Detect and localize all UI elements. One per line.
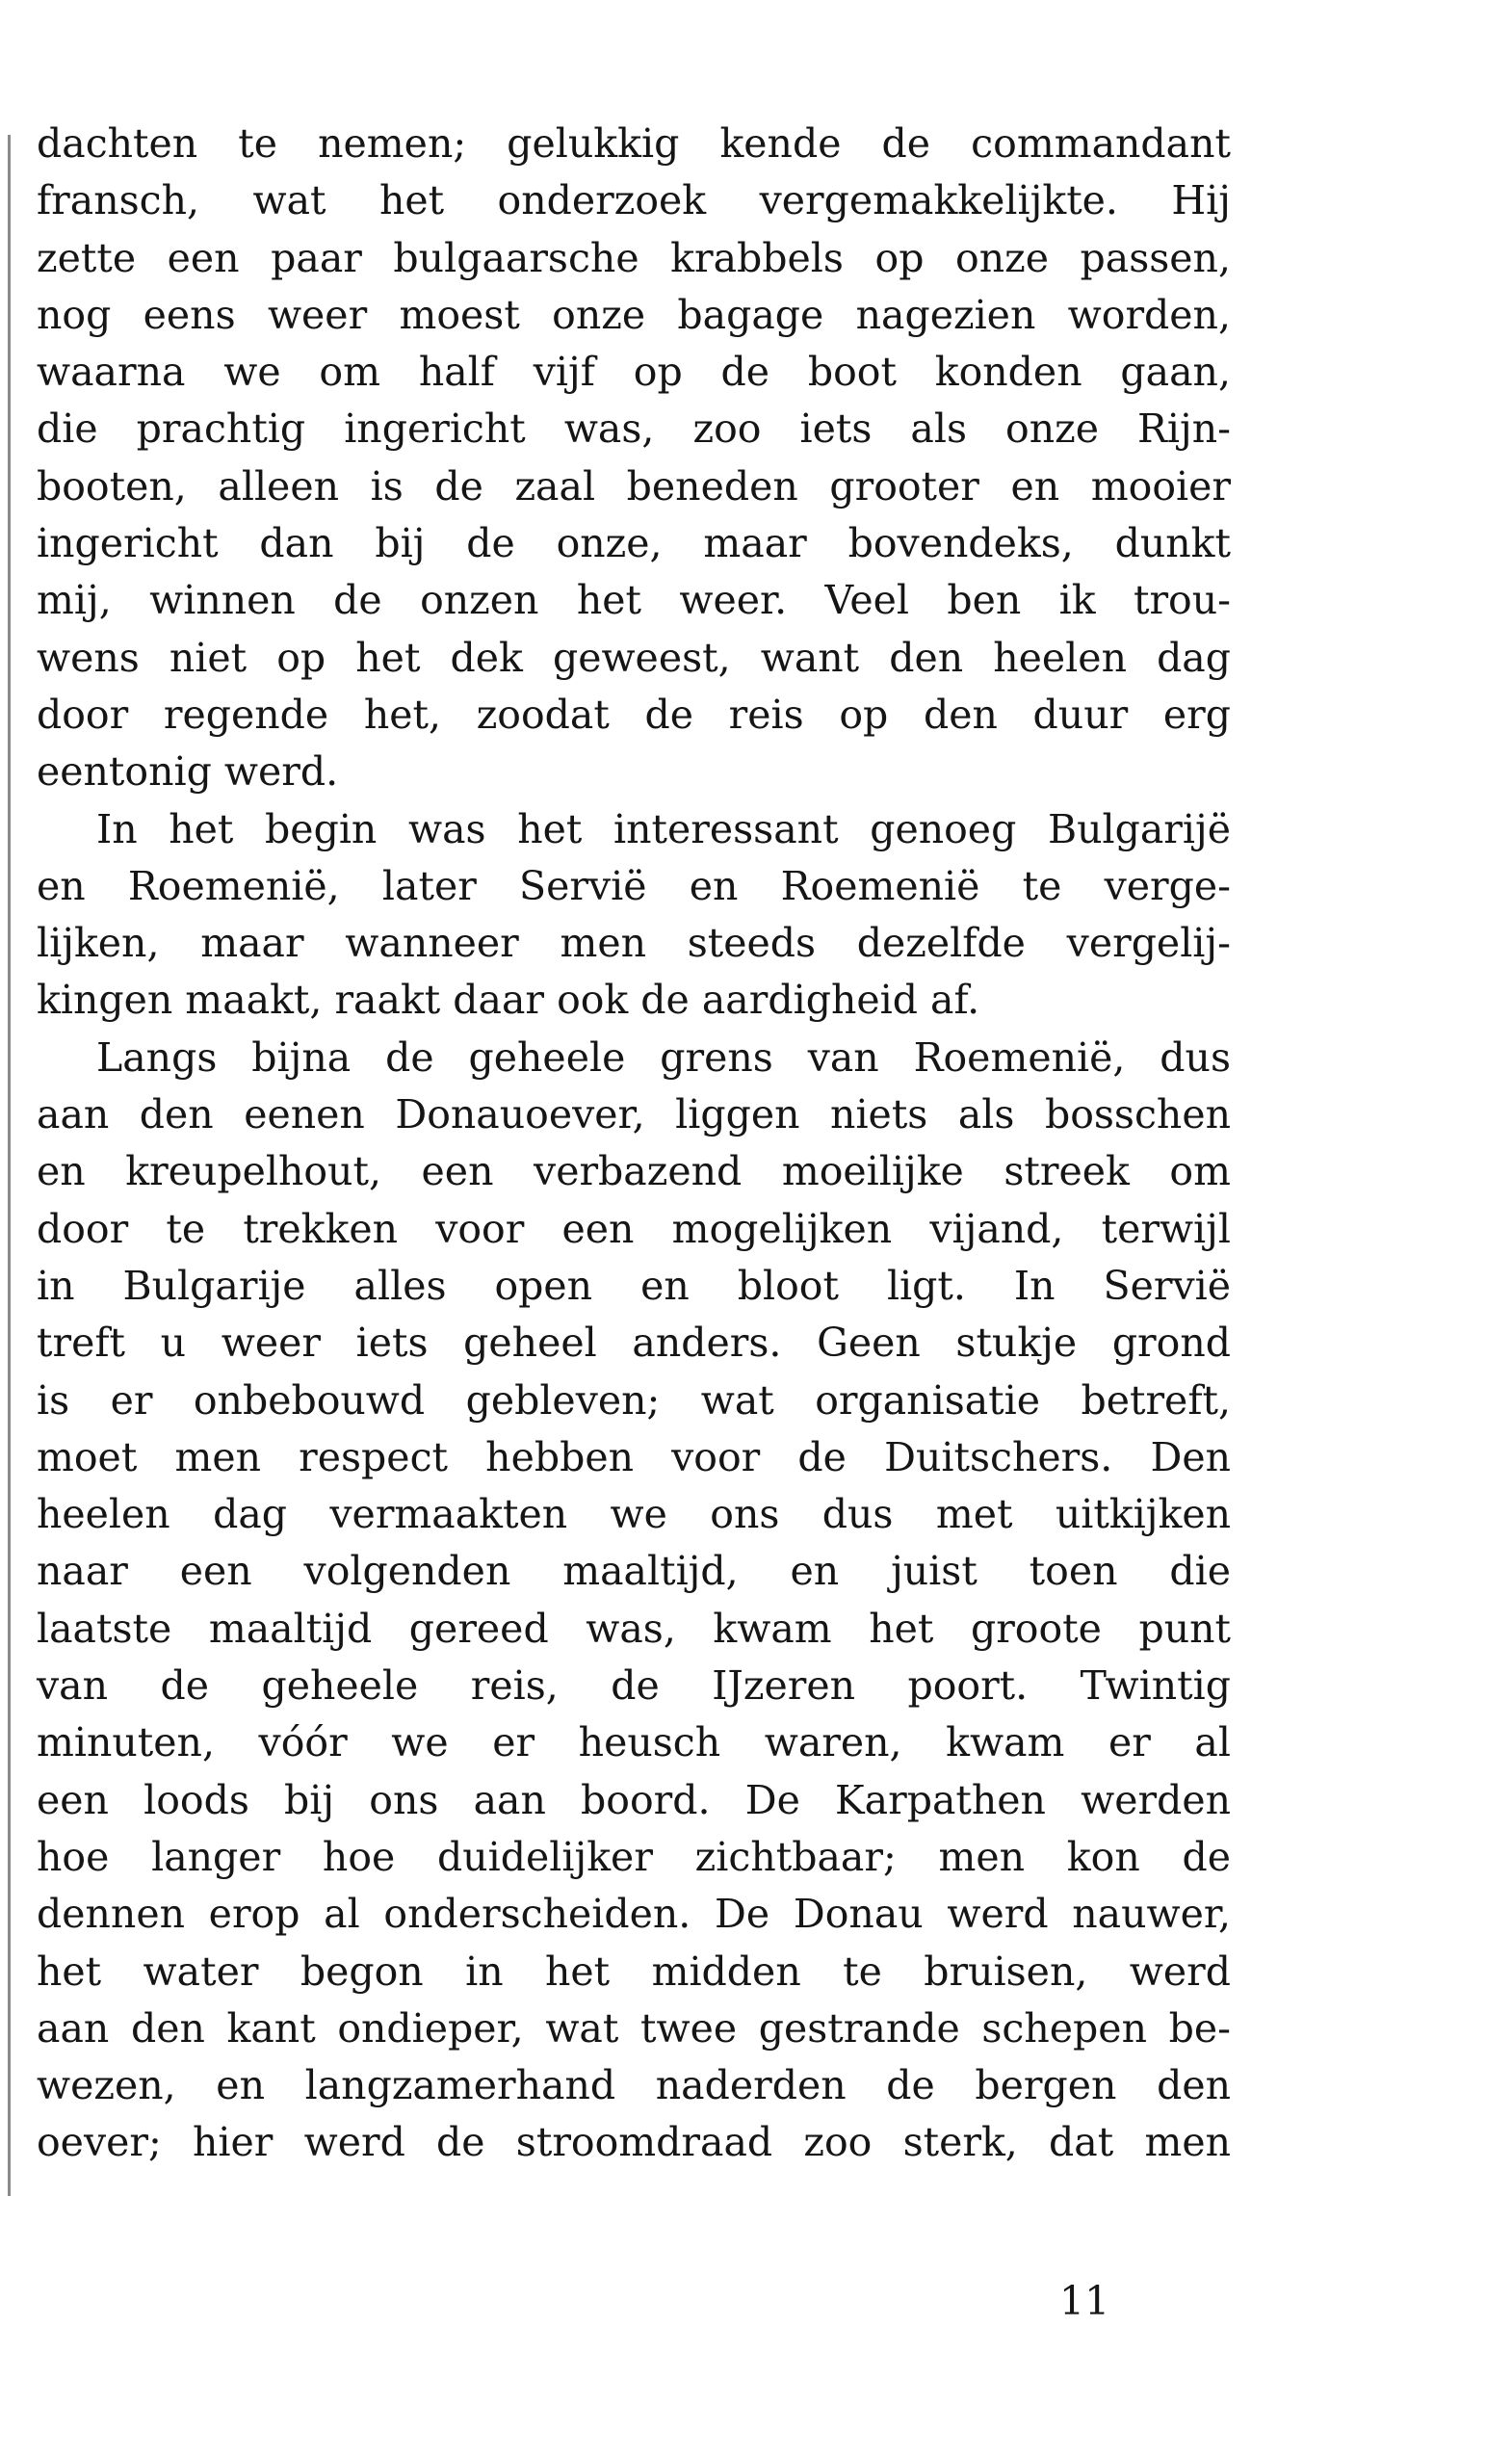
text-line: door te trekken voor een mogelijken vijand, terwijl: [37, 1205, 1231, 1252]
text-line: laatste maaltijd gereed was, kwam het groote punt: [37, 1605, 1231, 1652]
text-line: zette een paar bulgaarsche krabbels op onze passen,: [37, 234, 1231, 281]
text-line: kingen maakt, raakt daar ook de aardigheid af.: [37, 977, 980, 1024]
text-line: ingericht dan bij de onze, maar bovendeks, dunkt: [37, 520, 1231, 567]
text-line: en Roemenië, later Servië en Roemenië te verge-: [37, 862, 1231, 909]
text-line: heelen dag vermaakten we ons dus met uitkijken: [37, 1491, 1231, 1538]
text-line: nog eens weer moest onze bagage nagezien worden,: [37, 291, 1231, 338]
text-line: aan den kant ondieper, wat twee gestrande schepen be-: [37, 2004, 1231, 2052]
text-line: dennen erop al onderscheiden. De Donau werd nauwer,: [37, 1891, 1231, 1938]
text-line: Langs bijna de geheele grens van Roemenië, dus: [96, 1033, 1231, 1081]
text-line: is er onbebouwd gebleven; wat organisatie betreft,: [37, 1376, 1231, 1424]
text-line: die prachtig ingericht was, zoo iets als onze Rijn-: [37, 405, 1231, 453]
text-line: oever; hier werd de stroomdraad zoo sterk, dat men: [37, 2119, 1231, 2166]
text-line: naar een volgenden maaltijd, en juist toen die: [37, 1548, 1231, 1595]
paragraph-2: [37, 801, 1231, 1030]
text-line: dachten te nemen; gelukkig kende de commandant: [37, 120, 1231, 167]
text-line: van de geheele reis, de IJzeren poort. Twintig: [37, 1662, 1231, 1710]
text-line: mij, winnen de onzen het weer. Veel ben ik trou-: [37, 577, 1231, 624]
text-line: in Bulgarije alles open en bloot ligt. In Servië: [37, 1262, 1231, 1309]
text-line: wezen, en langzamerhand naderden de bergen den: [37, 2062, 1231, 2109]
text-line: een loods bij ons aan boord. De Karpathen werden: [37, 1776, 1231, 1823]
text-line: eentonig werd.: [37, 748, 339, 796]
text-line: waarna we om half vijf op de boot konden gaan,: [37, 349, 1231, 396]
text-line: booten, alleen is de zaal beneden grooter en mooier: [37, 462, 1231, 510]
text-line: fransch, wat het onderzoek vergemakkelijkte. Hij: [37, 177, 1231, 224]
text-line: hoe langer hoe duidelijker zichtbaar; men kon de: [37, 1833, 1231, 1880]
paragraph-3: [37, 1030, 1231, 2172]
body-text: [37, 116, 1231, 2172]
page-number: 11: [1059, 2278, 1110, 2324]
text-line: minuten, vóór we er heusch waren, kwam er al: [37, 1719, 1231, 1766]
text-line: door regende het, zoodat de reis op den duur erg: [37, 691, 1231, 738]
paragraph-1: [37, 116, 1231, 801]
text-line: In het begin was het interessant genoeg Bulgarijë: [96, 805, 1231, 852]
text-line: lijken, maar wanneer men steeds dezelfde vergelij-: [37, 920, 1231, 967]
text-line: moet men respect hebben voor de Duitschers. Den: [37, 1433, 1231, 1480]
text-line: en kreupelhout, een verbazend moeilijke streek om: [37, 1148, 1231, 1195]
text-line: treft u weer iets geheel anders. Geen stukje grond: [37, 1320, 1231, 1367]
text-line: wens niet op het dek geweest, want den heelen dag: [37, 634, 1231, 681]
text-line: het water begon in het midden te bruisen, werd: [37, 1948, 1231, 1995]
text-line: aan den eenen Donauoever, liggen niets als bosschen: [37, 1091, 1231, 1138]
binding-edge-line: [8, 135, 11, 2196]
